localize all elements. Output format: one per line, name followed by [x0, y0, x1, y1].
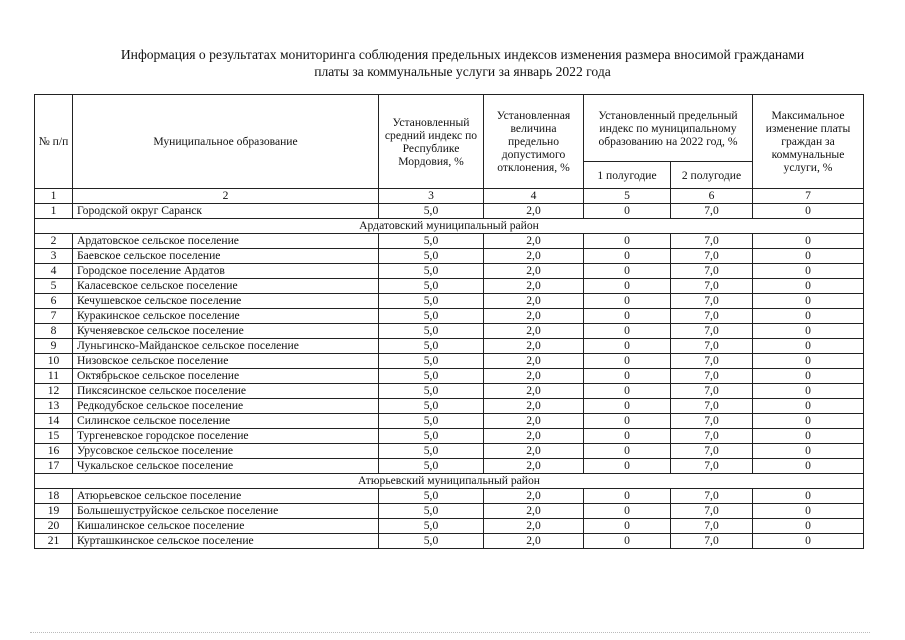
row-avg-index: 5,0	[379, 429, 484, 444]
district-row-ardatov	[35, 219, 864, 234]
row-half-1: 0	[584, 444, 671, 459]
row-half-2: 7,0	[671, 429, 753, 444]
table-body	[35, 204, 864, 549]
row-number: 7	[35, 309, 73, 324]
table-row	[35, 234, 864, 249]
row-municipality: Октябрьское сельское поселение	[73, 369, 379, 384]
row-number: 9	[35, 339, 73, 354]
row-max-change: 0	[753, 444, 864, 459]
row-municipality: Низовское сельское поселение	[73, 354, 379, 369]
row-max-change: 0	[753, 489, 864, 504]
row-number: 17	[35, 459, 73, 474]
row-municipality: Кученяевское сельское поселение	[73, 324, 379, 339]
table-row	[35, 294, 864, 309]
row-number: 18	[35, 489, 73, 504]
table-row	[35, 459, 864, 474]
header-half-2: 2 полугодие	[671, 162, 753, 189]
row-municipality: Тургеневское городское поселение	[73, 429, 379, 444]
header-avg-index: Установленный средний индекс по Республике Мордовия, %	[379, 95, 484, 189]
row-half-2: 7,0	[671, 204, 753, 219]
row-max-change: 0	[753, 459, 864, 474]
row-max-change: 0	[753, 294, 864, 309]
row-deviation: 2,0	[484, 399, 584, 414]
row-half-1: 0	[584, 429, 671, 444]
row-half-1: 0	[584, 249, 671, 264]
row-half-1: 0	[584, 399, 671, 414]
row-max-change: 0	[753, 384, 864, 399]
row-half-1: 0	[584, 384, 671, 399]
row-deviation: 2,0	[484, 384, 584, 399]
row-deviation: 2,0	[484, 369, 584, 384]
row-max-change: 0	[753, 264, 864, 279]
row-max-change: 0	[753, 534, 864, 549]
row-avg-index: 5,0	[379, 414, 484, 429]
row-municipality: Пиксясинское сельское поселение	[73, 384, 379, 399]
row-half-2: 7,0	[671, 459, 753, 474]
row-number: 16	[35, 444, 73, 459]
monitoring-table	[34, 94, 864, 549]
row-half-2: 7,0	[671, 444, 753, 459]
row-half-1: 0	[584, 324, 671, 339]
row-municipality: Силинское сельское поселение	[73, 414, 379, 429]
header-half-1: 1 полугодие	[584, 162, 671, 189]
row-number: 10	[35, 354, 73, 369]
row-half-1: 0	[584, 489, 671, 504]
row-avg-index: 5,0	[379, 309, 484, 324]
column-number: 7	[753, 189, 864, 204]
row-max-change: 0	[753, 369, 864, 384]
row-number: 15	[35, 429, 73, 444]
row-half-2: 7,0	[671, 264, 753, 279]
row-number: 12	[35, 384, 73, 399]
header-max-change: Максимальное изменение платы граждан за коммунальные услуги, %	[753, 95, 864, 189]
row-half-2: 7,0	[671, 339, 753, 354]
table-row	[35, 354, 864, 369]
row-max-change: 0	[753, 234, 864, 249]
row-deviation: 2,0	[484, 534, 584, 549]
row-half-1: 0	[584, 519, 671, 534]
row-half-2: 7,0	[671, 234, 753, 249]
row-half-2: 7,0	[671, 414, 753, 429]
column-number: 5	[584, 189, 671, 204]
header-deviation: Установленная величина предельно допустимого отклонения, %	[484, 95, 584, 189]
district-name: Атюрьевский муниципальный район	[35, 474, 864, 489]
row-half-1: 0	[584, 354, 671, 369]
district-row-atyurev	[35, 474, 864, 489]
row-avg-index: 5,0	[379, 294, 484, 309]
row-max-change: 0	[753, 399, 864, 414]
row-number: 14	[35, 414, 73, 429]
row-municipality: Баевское сельское поселение	[73, 249, 379, 264]
row-avg-index: 5,0	[379, 234, 484, 249]
row-half-2: 7,0	[671, 369, 753, 384]
row-half-2: 7,0	[671, 249, 753, 264]
row-avg-index: 5,0	[379, 204, 484, 219]
row-deviation: 2,0	[484, 519, 584, 534]
row-half-1: 0	[584, 294, 671, 309]
row-number: 6	[35, 294, 73, 309]
row-avg-index: 5,0	[379, 504, 484, 519]
row-avg-index: 5,0	[379, 384, 484, 399]
row-half-1: 0	[584, 369, 671, 384]
row-number: 1	[35, 204, 73, 219]
row-avg-index: 5,0	[379, 444, 484, 459]
row-deviation: 2,0	[484, 489, 584, 504]
table-header	[35, 95, 864, 204]
row-max-change: 0	[753, 279, 864, 294]
row-number: 21	[35, 534, 73, 549]
row-avg-index: 5,0	[379, 519, 484, 534]
row-max-change: 0	[753, 204, 864, 219]
row-half-1: 0	[584, 414, 671, 429]
row-half-2: 7,0	[671, 279, 753, 294]
table-row	[35, 444, 864, 459]
title-line-2: платы за коммунальные услуги за январь 2022 года	[314, 64, 611, 79]
table-row	[35, 504, 864, 519]
row-half-2: 7,0	[671, 534, 753, 549]
row-number: 13	[35, 399, 73, 414]
row-municipality: Чукальское сельское поселение	[73, 459, 379, 474]
column-number: 3	[379, 189, 484, 204]
row-half-1: 0	[584, 204, 671, 219]
row-avg-index: 5,0	[379, 264, 484, 279]
row-number: 20	[35, 519, 73, 534]
row-deviation: 2,0	[484, 444, 584, 459]
row-number: 11	[35, 369, 73, 384]
row-avg-index: 5,0	[379, 369, 484, 384]
table-row	[35, 369, 864, 384]
row-number: 4	[35, 264, 73, 279]
row-municipality: Урусовское сельское поселение	[73, 444, 379, 459]
row-avg-index: 5,0	[379, 489, 484, 504]
header-no: № п/п	[35, 95, 73, 189]
row-max-change: 0	[753, 504, 864, 519]
row-deviation: 2,0	[484, 294, 584, 309]
table-row	[35, 384, 864, 399]
row-half-1: 0	[584, 504, 671, 519]
row-avg-index: 5,0	[379, 339, 484, 354]
row-max-change: 0	[753, 309, 864, 324]
row-half-1: 0	[584, 309, 671, 324]
row-deviation: 2,0	[484, 459, 584, 474]
row-half-2: 7,0	[671, 294, 753, 309]
row-deviation: 2,0	[484, 354, 584, 369]
district-name: Ардатовский муниципальный район	[35, 219, 864, 234]
row-municipality: Курташкинское сельское поселение	[73, 534, 379, 549]
row-deviation: 2,0	[484, 249, 584, 264]
table-row	[35, 339, 864, 354]
table-row	[35, 519, 864, 534]
row-avg-index: 5,0	[379, 249, 484, 264]
row-max-change: 0	[753, 429, 864, 444]
column-number: 2	[73, 189, 379, 204]
row-number: 5	[35, 279, 73, 294]
row-municipality: Луньгинско-Майданское сельское поселение	[73, 339, 379, 354]
row-deviation: 2,0	[484, 414, 584, 429]
row-half-2: 7,0	[671, 519, 753, 534]
scan-edge-line	[30, 632, 870, 633]
row-half-2: 7,0	[671, 504, 753, 519]
row-half-2: 7,0	[671, 309, 753, 324]
column-number: 6	[671, 189, 753, 204]
row-municipality: Кечушевское сельское поселение	[73, 294, 379, 309]
row-number: 3	[35, 249, 73, 264]
document-title	[40, 46, 885, 80]
row-avg-index: 5,0	[379, 279, 484, 294]
row-deviation: 2,0	[484, 279, 584, 294]
title-line-1: Информация о результатах мониторинга соблюдения предельных индексов изменения размера вносимой гражданами	[120, 47, 805, 62]
row-deviation: 2,0	[484, 234, 584, 249]
table-row	[35, 249, 864, 264]
row-deviation: 2,0	[484, 324, 584, 339]
row-avg-index: 5,0	[379, 354, 484, 369]
table-row	[35, 264, 864, 279]
row-half-1: 0	[584, 264, 671, 279]
row-avg-index: 5,0	[379, 534, 484, 549]
row-municipality: Кишалинское сельское поселение	[73, 519, 379, 534]
row-municipality: Атюрьевское сельское поселение	[73, 489, 379, 504]
row-deviation: 2,0	[484, 264, 584, 279]
table-row	[35, 429, 864, 444]
row-number: 19	[35, 504, 73, 519]
row-deviation: 2,0	[484, 504, 584, 519]
row-half-1: 0	[584, 234, 671, 249]
row-half-2: 7,0	[671, 399, 753, 414]
row-half-1: 0	[584, 339, 671, 354]
row-max-change: 0	[753, 414, 864, 429]
row-max-change: 0	[753, 519, 864, 534]
table-row	[35, 489, 864, 504]
row-half-2: 7,0	[671, 384, 753, 399]
row-deviation: 2,0	[484, 429, 584, 444]
header-municipality: Муниципальное образование	[73, 95, 379, 189]
row-deviation: 2,0	[484, 339, 584, 354]
row-deviation: 2,0	[484, 309, 584, 324]
table-row	[35, 399, 864, 414]
table-row	[35, 414, 864, 429]
row-deviation: 2,0	[484, 204, 584, 219]
row-avg-index: 5,0	[379, 399, 484, 414]
row-half-2: 7,0	[671, 324, 753, 339]
column-number: 4	[484, 189, 584, 204]
column-number-row	[35, 189, 864, 204]
row-avg-index: 5,0	[379, 324, 484, 339]
row-max-change: 0	[753, 249, 864, 264]
row-max-change: 0	[753, 354, 864, 369]
row-municipality: Куракинское сельское поселение	[73, 309, 379, 324]
row-max-change: 0	[753, 339, 864, 354]
row-number: 2	[35, 234, 73, 249]
row-half-2: 7,0	[671, 354, 753, 369]
table-row	[35, 279, 864, 294]
header-limit-index: Установленный предельный индекс по муниципальному образованию на 2022 год, %	[584, 95, 753, 162]
column-number: 1	[35, 189, 73, 204]
row-max-change: 0	[753, 324, 864, 339]
table-row	[35, 534, 864, 549]
row-half-1: 0	[584, 459, 671, 474]
row-municipality: Большешуструйское сельское поселение	[73, 504, 379, 519]
table-row	[35, 204, 864, 219]
row-avg-index: 5,0	[379, 459, 484, 474]
row-half-1: 0	[584, 279, 671, 294]
row-municipality: Городской округ Саранск	[73, 204, 379, 219]
row-half-2: 7,0	[671, 489, 753, 504]
row-number: 8	[35, 324, 73, 339]
row-municipality: Ардатовское сельское поселение	[73, 234, 379, 249]
table-row	[35, 324, 864, 339]
row-municipality: Каласевское сельское поселение	[73, 279, 379, 294]
row-municipality: Редкодубское сельское поселение	[73, 399, 379, 414]
row-municipality: Городское поселение Ардатов	[73, 264, 379, 279]
table-row	[35, 309, 864, 324]
row-half-1: 0	[584, 534, 671, 549]
